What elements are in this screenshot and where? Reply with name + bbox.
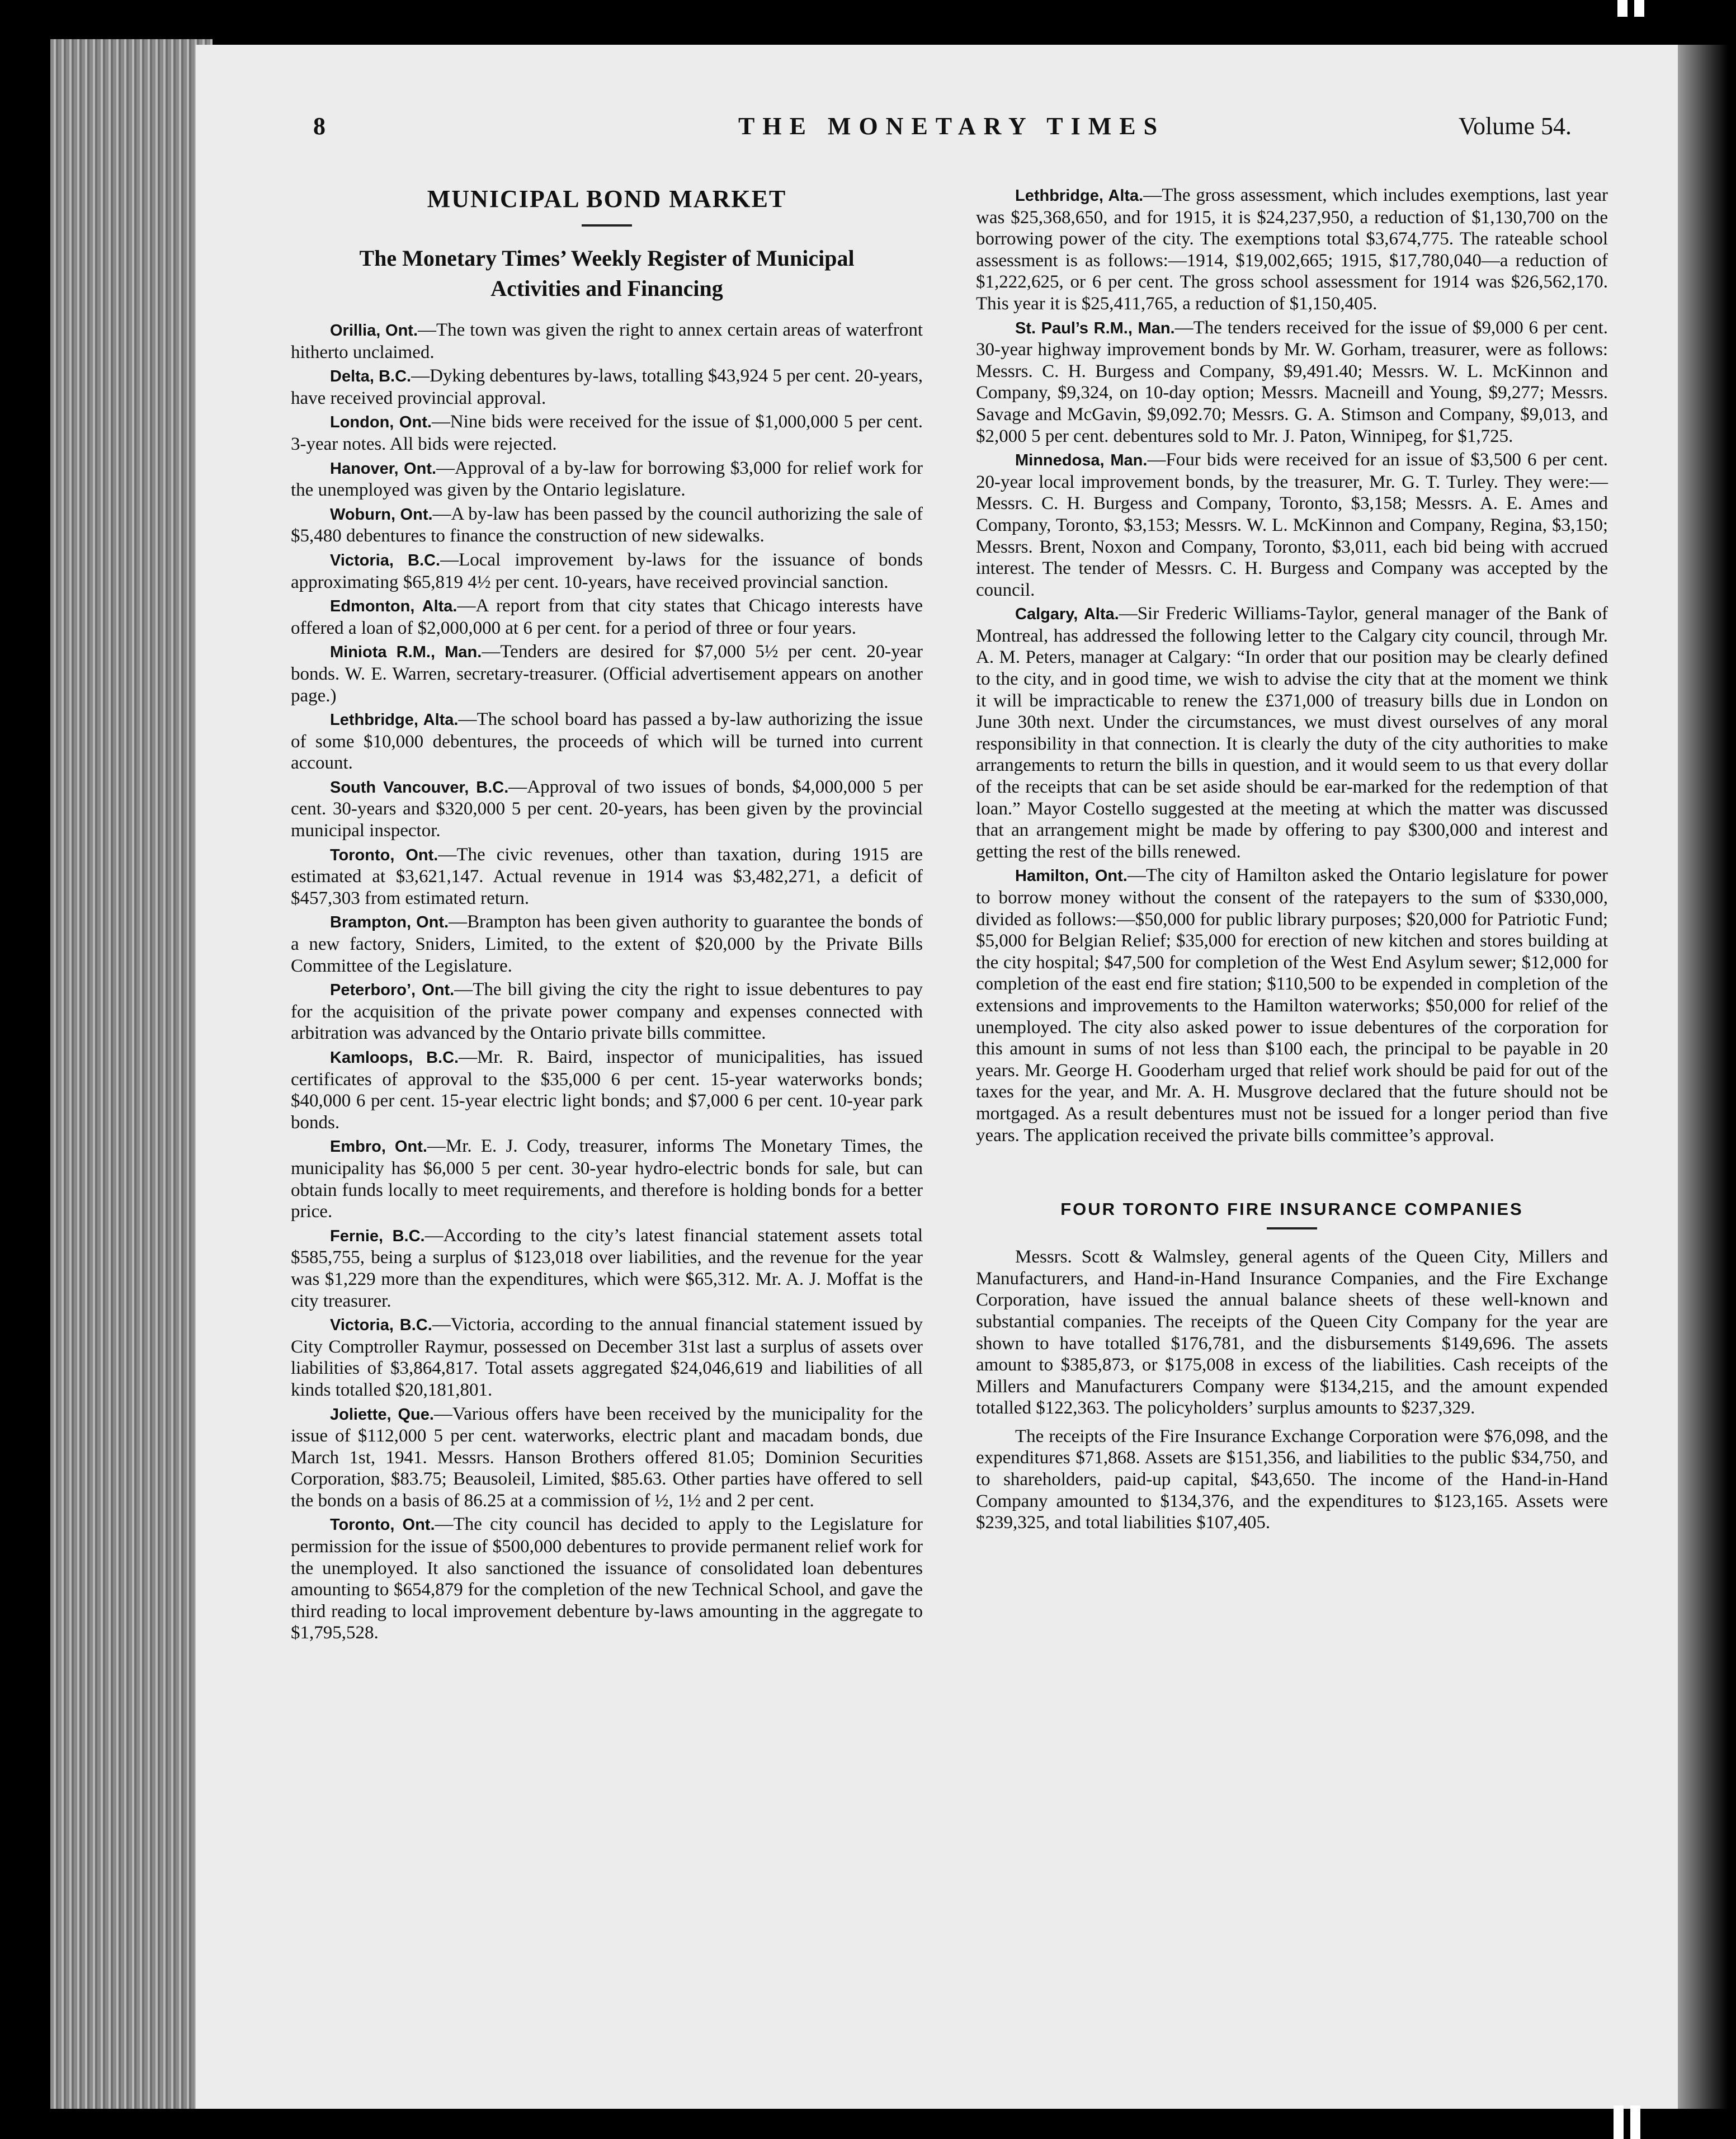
item-text: —The school board has passed a by-law authorizing the issue of some $10,000 debentures, the proceeds of which will be turned into current account. (291, 709, 923, 774)
item-text: —Victoria, according to the annual financial statement issued by City Comptroller Raymur, possessed on December 31st last a surplus of assets over liabilities of $3,864,817. Total assets aggregated $24,046,619 and liabilities of all kinds totalled $20,181,801. (291, 1315, 923, 1400)
title-rule (582, 224, 632, 227)
municipality-name: Delta, B.C. (330, 368, 412, 386)
bond-item (291, 641, 923, 706)
item-text: —The tenders received for the issue of $9,000 6 per cent. 30-year highway improvement bonds by Mr. W. Gorham, treasurer, were as follows: Messrs. C. H. Burgess and Company, $9,491.40; Messrs. W. L. McKinnon and Company, $9,324, on 10-day option; Messrs. Macneill and Young, $9,277; Messrs. Savage and McGavin, $9,092.70; Messrs. G. A. Stimson and Company, $9,013, and $2,000 5 per cent. debentures sold to Mr. J. Paton, Winnipeg, for $1,725. (976, 317, 1608, 446)
item-text: —A by-law has been passed by the council authorizing the sale of $5,480 debentures to finance the construction of new sidewalks. (291, 503, 923, 546)
bond-item (291, 911, 923, 977)
municipality-name: Hanover, Ont. (330, 459, 437, 478)
item-text: —Four bids were received for an issue of $3,500 6 per cent. 20-year local improvement bonds, by the treasurer, Mr. G. T. Turley. They were:—Messrs. C. H. Burgess and Company, Toronto, $3,158; Messrs. A. E. Ames and Company, Toronto, $3,153; Messrs. W. L. McKinnon and Company, Regina, $3,150; Messrs. Brent, Noxon and Company, Toronto, $3,011, each bid being with accrued interest. The tender of Messrs. C. H. Burgess and Company was accepted by the council. (976, 450, 1608, 600)
item-text: —Local improvement by-laws for the issuance of bonds approximating $65,819 4½ per cent. 10-years, have received provincial sanction. (291, 549, 923, 592)
municipality-name: Woburn, Ont. (330, 505, 433, 524)
bond-item (976, 865, 1608, 1146)
item-text: —The civic revenues, other than taxation, during 1915 are estimated at $3,621,147. Actual revenue in 1914 was $3,482,271, a deficit of $457,303 from estimated return. (291, 844, 923, 908)
bond-item (291, 595, 923, 639)
item-text: —The gross assessment, which includes exemptions, last year was $25,368,650, and for 1915, it is $24,237,950, a reduction of $1,130,700 on the borrowing power of the city. The exemptions total $3,674,775. The rateable school assessment is as follows:—1914, $19,002,665; 1915, $17,780,040—a reduction of $1,222,625, or 6 per cent. The gross school assessment for 1914 was $26,562,170. This year it is $25,411,765, a reduction of $1,150,405. (976, 185, 1608, 314)
item-text: —Tenders are desired for $7,000 5½ per cent. 20-year bonds. W. E. Warren, secretary-treasurer. (Official advertisement appears on another page.) (291, 642, 923, 706)
municipality-name: South Vancouver, B.C. (330, 778, 509, 797)
bond-item (291, 319, 923, 363)
municipality-name: Toronto, Ont. (330, 1516, 435, 1534)
municipality-name: Toronto, Ont. (330, 846, 438, 864)
item-text: —Dyking debentures by-laws, totalling $43,924 5 per cent. 20-years, have received provincial approval. (291, 366, 923, 408)
registration-mark (1617, 0, 1628, 17)
municipality-name: Victoria, B.C. (330, 1316, 432, 1335)
registration-mark (1614, 2105, 1624, 2139)
bond-item (976, 185, 1608, 315)
municipality-name: Minnedosa, Man. (1015, 451, 1148, 470)
page-stack-edge (50, 39, 213, 2109)
bond-item (291, 503, 923, 547)
registration-mark (1630, 2105, 1640, 2139)
bond-items-left (291, 319, 923, 1644)
item-text: —Nine bids were received for the issue of $1,000,000 5 per cent. 3-year notes. All bids were rejected. (291, 412, 923, 454)
right-column (976, 185, 1608, 1540)
municipality-name: London, Ont. (330, 413, 432, 432)
municipality-name: Lethbridge, Alta. (330, 711, 459, 729)
item-text: —Sir Frederic Williams-Taylor, general manager of the Bank of Montreal, has addressed the following letter to the Calgary city council, through Mr. A. M. Peters, manager at Calgary: “In order that our position may be clearly defined to the city, and in good time, we wish to advise the city that at the moment we think it will be impracticable to renew the £371,000 of treasury bills due in London on June 30th next. Under the circumstances, we must divest ourselves of any moral responsibility in that connection. It is clearly the duty of the city authorities to make arrangements to return the bills in question, and it would seem to us that every dollar of the receipts that can be set aside should be ear-marked for the redemption of that loan.” Mayor Costello suggested at the meeting at which the matter was discussed that an arrangement might be made by offering to pay $300,000 and interest and getting the rest of the bills renewed. (976, 604, 1608, 862)
municipality-name: Orillia, Ont. (330, 322, 418, 340)
municipality-name: Lethbridge, Alta. (1015, 187, 1144, 205)
bond-item (291, 1403, 923, 1512)
municipality-name: St. Paul’s R.M., Man. (1015, 319, 1175, 337)
municipality-name: Victoria, B.C. (330, 551, 441, 569)
bond-items-right (976, 185, 1608, 1146)
section-title: MUNICIPAL BOND MARKET (427, 185, 787, 213)
municipality-name: Hamilton, Ont. (1015, 867, 1128, 885)
municipality-name: Edmonton, Alta. (330, 597, 457, 616)
item-text: —The town was given the right to annex certain areas of waterfront hitherto unclaimed. (291, 320, 923, 362)
bond-item (291, 411, 923, 455)
insurance-paragraph: Messrs. Scott & Walmsley, general agents of the Queen City, Millers and Manufacturers, and Hand-in-Hand Insurance Companies, and the Fire Exchange Corporation, have issued the annual balance sheets of these well-known and substantial companies. The receipts of the Queen City Company for the year are shown to have totalled $176,781, and the disbursements $149,696. The assets amount to $385,873, or $175,008 in excess of the liabilities. Cash receipts of the Millers and Manufacturers Company were $134,215, and the amount expended totalled $122,363. The policyholders’ surplus amounts to $237,329. (976, 1247, 1608, 1419)
municipality-name: Brampton, Ont. (330, 913, 449, 932)
municipality-name: Joliette, Que. (330, 1405, 434, 1424)
bond-item (291, 776, 923, 842)
bond-item (291, 1314, 923, 1401)
item-text: —The city council has decided to apply to the Legislature for permission for the issue of $500,000 debentures to provide permanent relief work for the unemployed. It also sanctioned the issuance of consolidated loan debentures amounting to $654,879 for the completion of the new Technical School, and gave the third reading to local improvement debenture by-laws amounting in the aggregate to $1,795,528. (291, 1514, 923, 1643)
municipality-name: Calgary, Alta. (1015, 605, 1119, 624)
bond-item (291, 1136, 923, 1222)
left-column (291, 185, 923, 1646)
bond-item (976, 317, 1608, 447)
item-text: —Approval of a by-law for borrowing $3,000 for relief work for the unemployed was given by the Ontario legislature. (291, 458, 923, 501)
bond-item (291, 979, 923, 1044)
bond-item (291, 1047, 923, 1133)
page-number: 8 (313, 112, 326, 140)
municipality-name: Embro, Ont. (330, 1138, 427, 1156)
section-subtitle: The Monetary Times’ Weekly Register of Municipal Activities and Financing (359, 246, 855, 301)
municipality-name: Fernie, B.C. (330, 1227, 425, 1245)
bond-item (291, 1514, 923, 1644)
bond-item (291, 365, 923, 409)
municipality-name: Peterboro’, Ont. (330, 981, 455, 1000)
municipality-name: Miniota R.M., Man. (330, 643, 482, 662)
bond-item (291, 1225, 923, 1312)
item-text: —A report from that city states that Chicago interests have offered a loan of $2,000,000 at 6 per cent. for a period of three or four years. (291, 596, 923, 638)
item-text: —According to the city’s latest financial statement assets total $585,755, being a surplus of $123,018 over liabilities, and the revenue for the year was $1,229 more than the expenditures, which were $65,312. Mr. A. J. Moffat is the city treasurer. (291, 1225, 923, 1311)
item-text: —Mr. E. J. Cody, treasurer, informs The Monetary Times, the municipality has $6,000 5 per cent. 30-year hydro-electric bonds for sale, but can obtain funds locally to meet requirements, and therefore is holding bonds for a better price. (291, 1136, 923, 1222)
bond-item (976, 449, 1608, 601)
publication-title: THE MONETARY TIMES (738, 112, 1166, 140)
item-text: —Mr. R. Baird, inspector of municipalities, has issued certificates of approval to the $35,000 6 per cent. 15-year waterworks bonds; $40,000 6 per cent. 15-year electric light bonds; and $7,000 6 per cent. 10-year park bonds. (291, 1047, 923, 1133)
item-text: —Approval of two issues of bonds, $4,000,000 5 per cent. 30-years and $320,000 5 per cent. 20-years, has been given by the provincial municipal inspector. (291, 776, 923, 841)
item-text: —Various offers have been received by the municipality for the issue of $112,000 5 per cent. waterworks, electric plant and macadam bonds, due March 1st, 1941. Messrs. Hanson Brothers offered 81.05; Dominion Securities Corporation, $83.75; Beausoleil, Limited, $85.63. Other parties have offered to sell the bonds on a basis of 86.25 at a commission of ½, 1½ and 2 per cent. (291, 1403, 923, 1511)
bond-item (291, 844, 923, 910)
municipality-name: Kamloops, B.C. (330, 1049, 459, 1067)
item-text: —Brampton has been given authority to guarantee the bonds of a new factory, Sniders, Limited, to the extent of $20,000 by the Private Bills Committee of the Legislature. (291, 912, 923, 976)
volume-label: Volume 54. (1458, 112, 1572, 140)
insurance-paragraph: The receipts of the Fire Insurance Exchange Corporation were $76,098, and the expenditures $71,868. Assets are $151,356, and liabilities to the public $34,750, and to shareholders, paid-up capital, $43,650. The income of the Hand-in-Hand Company amounted to $134,376, and the expenditures to $123,165. Assets were $239,325, and total liabilities $107,405. (976, 1426, 1608, 1533)
running-header (313, 112, 1572, 157)
item-text: —The city of Hamilton asked the Ontario legislature for power to borrow money without the consent of the ratepayers to the sum of $330,000, divided as follows:—$50,000 for public library purposes; $20,000 for Patriotic Fund; $5,000 for Belgian Relief; $35,000 for erection of new kitchen and stores building at the city hospital; $47,500 for completion of the West End Asylum sewer; $12,000 for completion of the east end fire station; $110,500 to be expended in completion of the extensions and improvements to the Hamilton waterworks; $50,000 for relief of the unemployed. The city also asked power to issue debentures of the corporation for this amount in sums of not less than $100 each, the principal to be payable in 20 years. Mr. George H. Gooderham urged that relief work should be paid for out of the taxes for the year, and Mr. A. H. Musgrove declared that the future should not be mortgaged. As a result debentures must not be issued for a longer period than five years. The application received the private bills committee’s approval. (976, 865, 1608, 1146)
insurance-section-title: FOUR TORONTO FIRE INSURANCE COMPANIES (1060, 1199, 1523, 1219)
item-text: —The bill giving the city the right to issue debentures to pay for the acquisition of the private power company and expenses connected with arbitration was advanced by the Ontario private bills committee. (291, 979, 923, 1044)
bond-item (291, 458, 923, 501)
bond-item (976, 603, 1608, 863)
insurance-title-rule (1267, 1227, 1317, 1229)
binding-edge (1678, 45, 1728, 2109)
bond-item (291, 709, 923, 774)
bond-item (291, 549, 923, 593)
registration-mark (1634, 0, 1644, 17)
